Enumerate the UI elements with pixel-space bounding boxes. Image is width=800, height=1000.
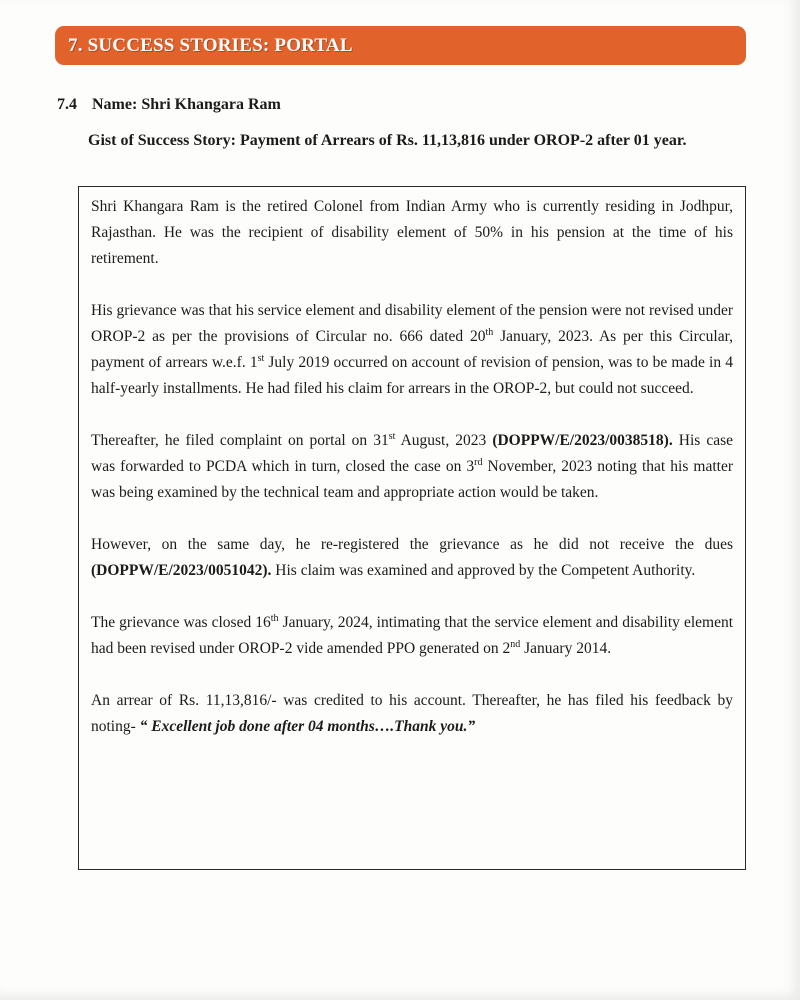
- ordinal-superscript: rd: [474, 456, 483, 468]
- ordinal-superscript: st: [388, 430, 396, 442]
- paragraph-segment: However, on the same day, he re-registered the grievance as he did not receive the dues: [91, 536, 733, 553]
- paragraph-segment: July 2019 occurred on account of revision of pension, was to be made in 4 half-yearly installments. He had filed his claim for arrears in the OROP-2, but could not succeed.: [91, 354, 733, 397]
- ordinal-superscript: th: [270, 612, 279, 624]
- paragraph-segment: His case was forwarded to PCDA which in turn, closed the case on 3: [91, 432, 733, 475]
- ordinal-superscript: th: [485, 326, 494, 338]
- paragraph-segment: (DOPPW/E/2023/0051042).: [91, 562, 272, 579]
- paragraph-segment: Shri Khangara Ram is the retired Colonel from Indian Army who is currently residing in Jodhpur, Rajasthan. He was the recipient of disability element of 50% in his pension at the time of his retirement.: [91, 198, 733, 267]
- paragraph-segment: His grievance was that his service element and disability element of the pension were not revised under OROP-2 as per the provisions of Circular no. 666 dated 20: [91, 302, 733, 345]
- paragraph-segment: January 2014.: [520, 640, 612, 657]
- story-paragraph: [91, 532, 733, 584]
- paragraph-segment: August, 2023: [395, 432, 493, 449]
- paragraph-segment: His claim was examined and approved by the Competent Authority.: [271, 562, 696, 579]
- story-box: [78, 186, 746, 870]
- paragraph-segment: (DOPPW/E/2023/0038518).: [492, 432, 673, 449]
- story-paragraph: [91, 688, 733, 740]
- paragraph-segment: January, 2023. As per this Circular, payment of arrears w.e.f. 1: [91, 328, 733, 371]
- paragraph-segment: “ Excellent job done after 04 months….Thank you.”: [139, 718, 476, 735]
- story-paragraph: [91, 298, 733, 402]
- story-heading: [57, 96, 281, 114]
- paragraph-segment: Thereafter, he filed complaint on portal on 31: [91, 432, 389, 449]
- section-header-banner: [55, 26, 746, 65]
- paragraph-segment: January, 2024, intimating that the service element and disability element had been revised under OROP-2 vide amended PPO generated on 2: [91, 614, 734, 657]
- ordinal-superscript: nd: [510, 638, 521, 650]
- story-paragraph: [91, 610, 733, 662]
- story-number: 7.4: [57, 96, 77, 113]
- paragraph-segment: An arrear of Rs. 11,13,816/- was credited to his account. Thereafter, he has filed his feedback by noting-: [91, 692, 733, 735]
- gist-line: Gist of Success Story: Payment of Arrears of Rs. 11,13,816 under OROP-2 after 01 year.: [88, 132, 687, 149]
- paragraph-segment: The grievance was closed 16: [91, 614, 271, 631]
- story-paragraph: [91, 194, 733, 272]
- section-title: 7. SUCCESS STORIES: PORTAL: [68, 34, 353, 56]
- story-name: Name: Shri Khangara Ram: [92, 96, 281, 113]
- paragraph-segment: November, 2023 noting that his matter was being examined by the technical team and appropriate action would be taken.: [91, 458, 733, 501]
- story-paragraph: [91, 428, 733, 506]
- ordinal-superscript: st: [257, 352, 265, 364]
